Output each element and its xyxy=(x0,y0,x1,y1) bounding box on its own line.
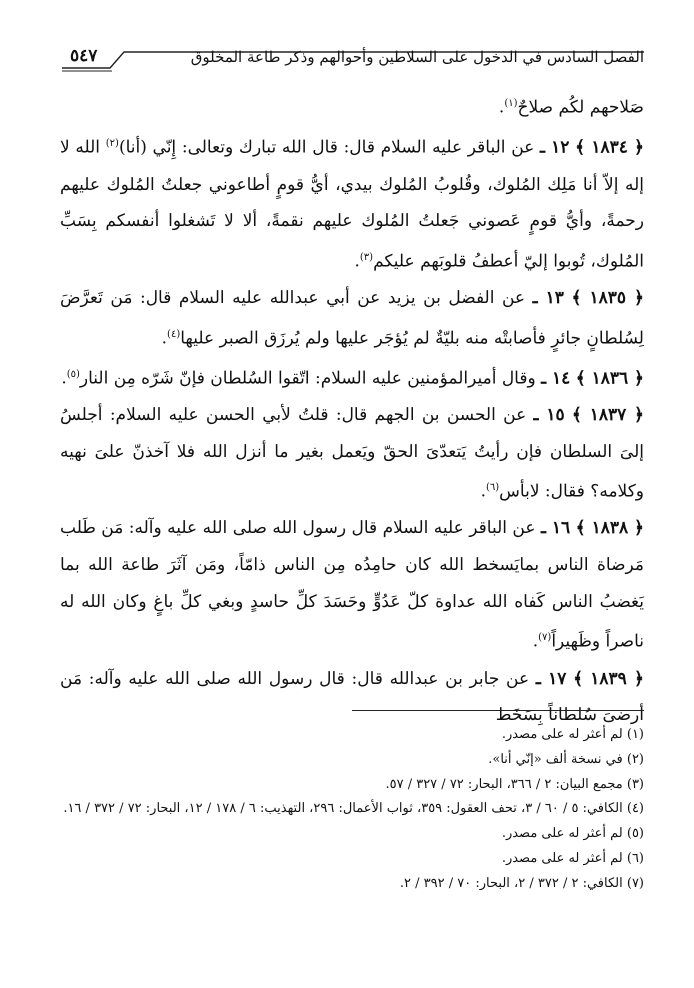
hadith-subnumber: ١٣ ـ xyxy=(532,287,564,308)
hadith-end: . xyxy=(480,481,486,502)
hadith-text: وقال أميرالمؤمنين عليه السلام: اتّقوا السُلطان فإنّ شَرّه مِن النار xyxy=(79,368,536,389)
footnote-ref: (١) xyxy=(504,98,518,109)
footnote-item: (٤) الكافي: ٥ / ٦٠ / ٣، تحف العقول: ٣٥٩، ثواب الأعمال: ٢٩٦، التهذيب: ٦ / ١٧٨ / ١٢، البحار: ٧٢ / ٣٧٢ / ١٦. xyxy=(63,801,644,817)
hadith-text: عن الباقر عليه السلام قال رسول الله صلى الله عليه وآله: مَن طَلب مَرضاة الناس بمايَسخط الله كان حامِدُه مِن الناس ذامّاً، ومَن آثَرَ طاعة الله بما يَغضبُ الناس كَفاه الله عداوة كلّ عَدُوٍّ وحَسَدَ كلِّ حاسدٍ وبغي كلِّ باغٍ وكان الله له ناصراً وظَهيراً xyxy=(60,518,644,652)
hadith-number: ﴿ ١٨٣٨ ﴾ xyxy=(575,518,645,539)
footnote-ref: (٣) xyxy=(359,251,374,263)
hadith-end: . xyxy=(532,631,539,652)
footnote-item: (٢) في نسخة ألف «إنّي أنا». xyxy=(488,751,644,767)
footnote-ref: (٦) xyxy=(485,482,500,494)
hadith-subnumber: ١٦ ـ xyxy=(540,518,571,539)
footnote-separator xyxy=(352,710,644,711)
hadith-1835 xyxy=(60,280,644,357)
continuation-text: صَلاحهم لكُم صلاحٌ xyxy=(517,97,644,118)
continuation-line: صَلاحهم لكُم صلاحٌ$^{(١)}$. xyxy=(498,97,644,118)
hadith-text: عن جابر بن عبدالله قال: قال رسول الله صلى الله عليه وآله: مَن أرضىَ سُلطاناً بِسَخَط xyxy=(60,668,644,726)
hadith-1834 xyxy=(60,126,644,280)
footnote-ref: (٢) xyxy=(105,138,119,150)
hadith-1836 xyxy=(60,357,644,397)
hadith-subnumber: ١٧ ـ xyxy=(535,668,567,689)
footnote-item: (٦) لم أعثر له على مصدر. xyxy=(501,850,644,866)
footnote-item: (٥) لم أعثر له على مصدر. xyxy=(501,826,644,842)
footnotes xyxy=(60,723,644,897)
hadith-number: ﴿ ١٨٣٧ ﴾ xyxy=(571,405,644,426)
hadith-text: عن الباقر عليه السلام قال: قال الله تبارك وتعالى: إِنّي (أنا) xyxy=(118,137,535,158)
hadith-text: الله لا إله إلاّ أنا مَلِك المُلوك، وقُلوبُ المُلوك بيدي، أيُّ قومٍ أطاعوني جعلتُ المُلوك عليهم رحمةً، وأيُّ قومٍ عَصوني جَعلتُ المُلوك عليهم نقمةً، ألا لا تَشغلوا أنفسكم بِسَبِّ المُلوك، تُوبوا إليّ أعطفُ قلوبَهم عليكم xyxy=(60,137,644,272)
footnote-ref: (٤) xyxy=(167,328,181,340)
hadith-end: . xyxy=(354,251,360,272)
hadith-number: ﴿ ١٨٣٦ ﴾ xyxy=(575,368,644,389)
page-number: ٥٤٧ xyxy=(70,46,98,66)
footnote-item: (٧) الكافي: ٢ / ٣٧٢ / ٢، البحار: ٧٠ / ٣٩٢ / ٢. xyxy=(399,875,644,891)
footnote-ref: (٧) xyxy=(538,632,552,644)
hadith-end: . xyxy=(161,328,168,349)
footnote-item: (٣) مجمع البيان: ٢ / ٣٦٦، البحار: ٧٢ / ٣٢٧ / ٥٧. xyxy=(385,776,644,792)
footnote-item: (١) لم أعثر له على مصدر. xyxy=(501,727,644,742)
hadith-text: عن الحسن بن الجهم قال: قلتُ لأبي الحسن عليه السلام: أجلسُ إلىَ السلطان فإن رأيتُ يَتعدّىَ الحقّ ويَعمل بغير ما أنزل الله فلا آخذنّ علىَ نهيه وكلامه؟ فقال: لابأس xyxy=(60,405,644,502)
chapter-title: الفصل السادس في الدخول على السلاطين وأحوالهم وذكر طاعة المخلوق xyxy=(190,48,644,66)
hadith-text: عن الفضل بن يزيد عن أبي عبدالله عليه السلام قال: مَن تَعرَّضَ لِسُلطانٍ جائرٍ فأصابتْه منه بليّةٌ لم يُؤجَر عليها ولم يُرزَق الصبر عليها xyxy=(60,287,644,349)
hadith-subnumber: ١٢ ـ xyxy=(539,137,570,158)
hadith-1838 xyxy=(60,510,644,660)
main-text xyxy=(60,86,644,734)
hadith-number: ﴿ ١٨٣٤ ﴾ xyxy=(575,137,645,158)
hadith-1837 xyxy=(60,397,644,510)
hadith-number: ﴿ ١٨٣٩ ﴾ xyxy=(573,668,645,689)
hadith-number: ﴿ ١٨٣٥ ﴾ xyxy=(571,287,644,308)
running-header xyxy=(62,44,644,72)
footnote-ref: (٥) xyxy=(66,368,80,380)
hadith-subnumber: ١٥ ـ xyxy=(533,405,565,426)
hadith-end: . xyxy=(61,368,67,389)
hadith-subnumber: ١٤ ـ xyxy=(541,368,571,389)
